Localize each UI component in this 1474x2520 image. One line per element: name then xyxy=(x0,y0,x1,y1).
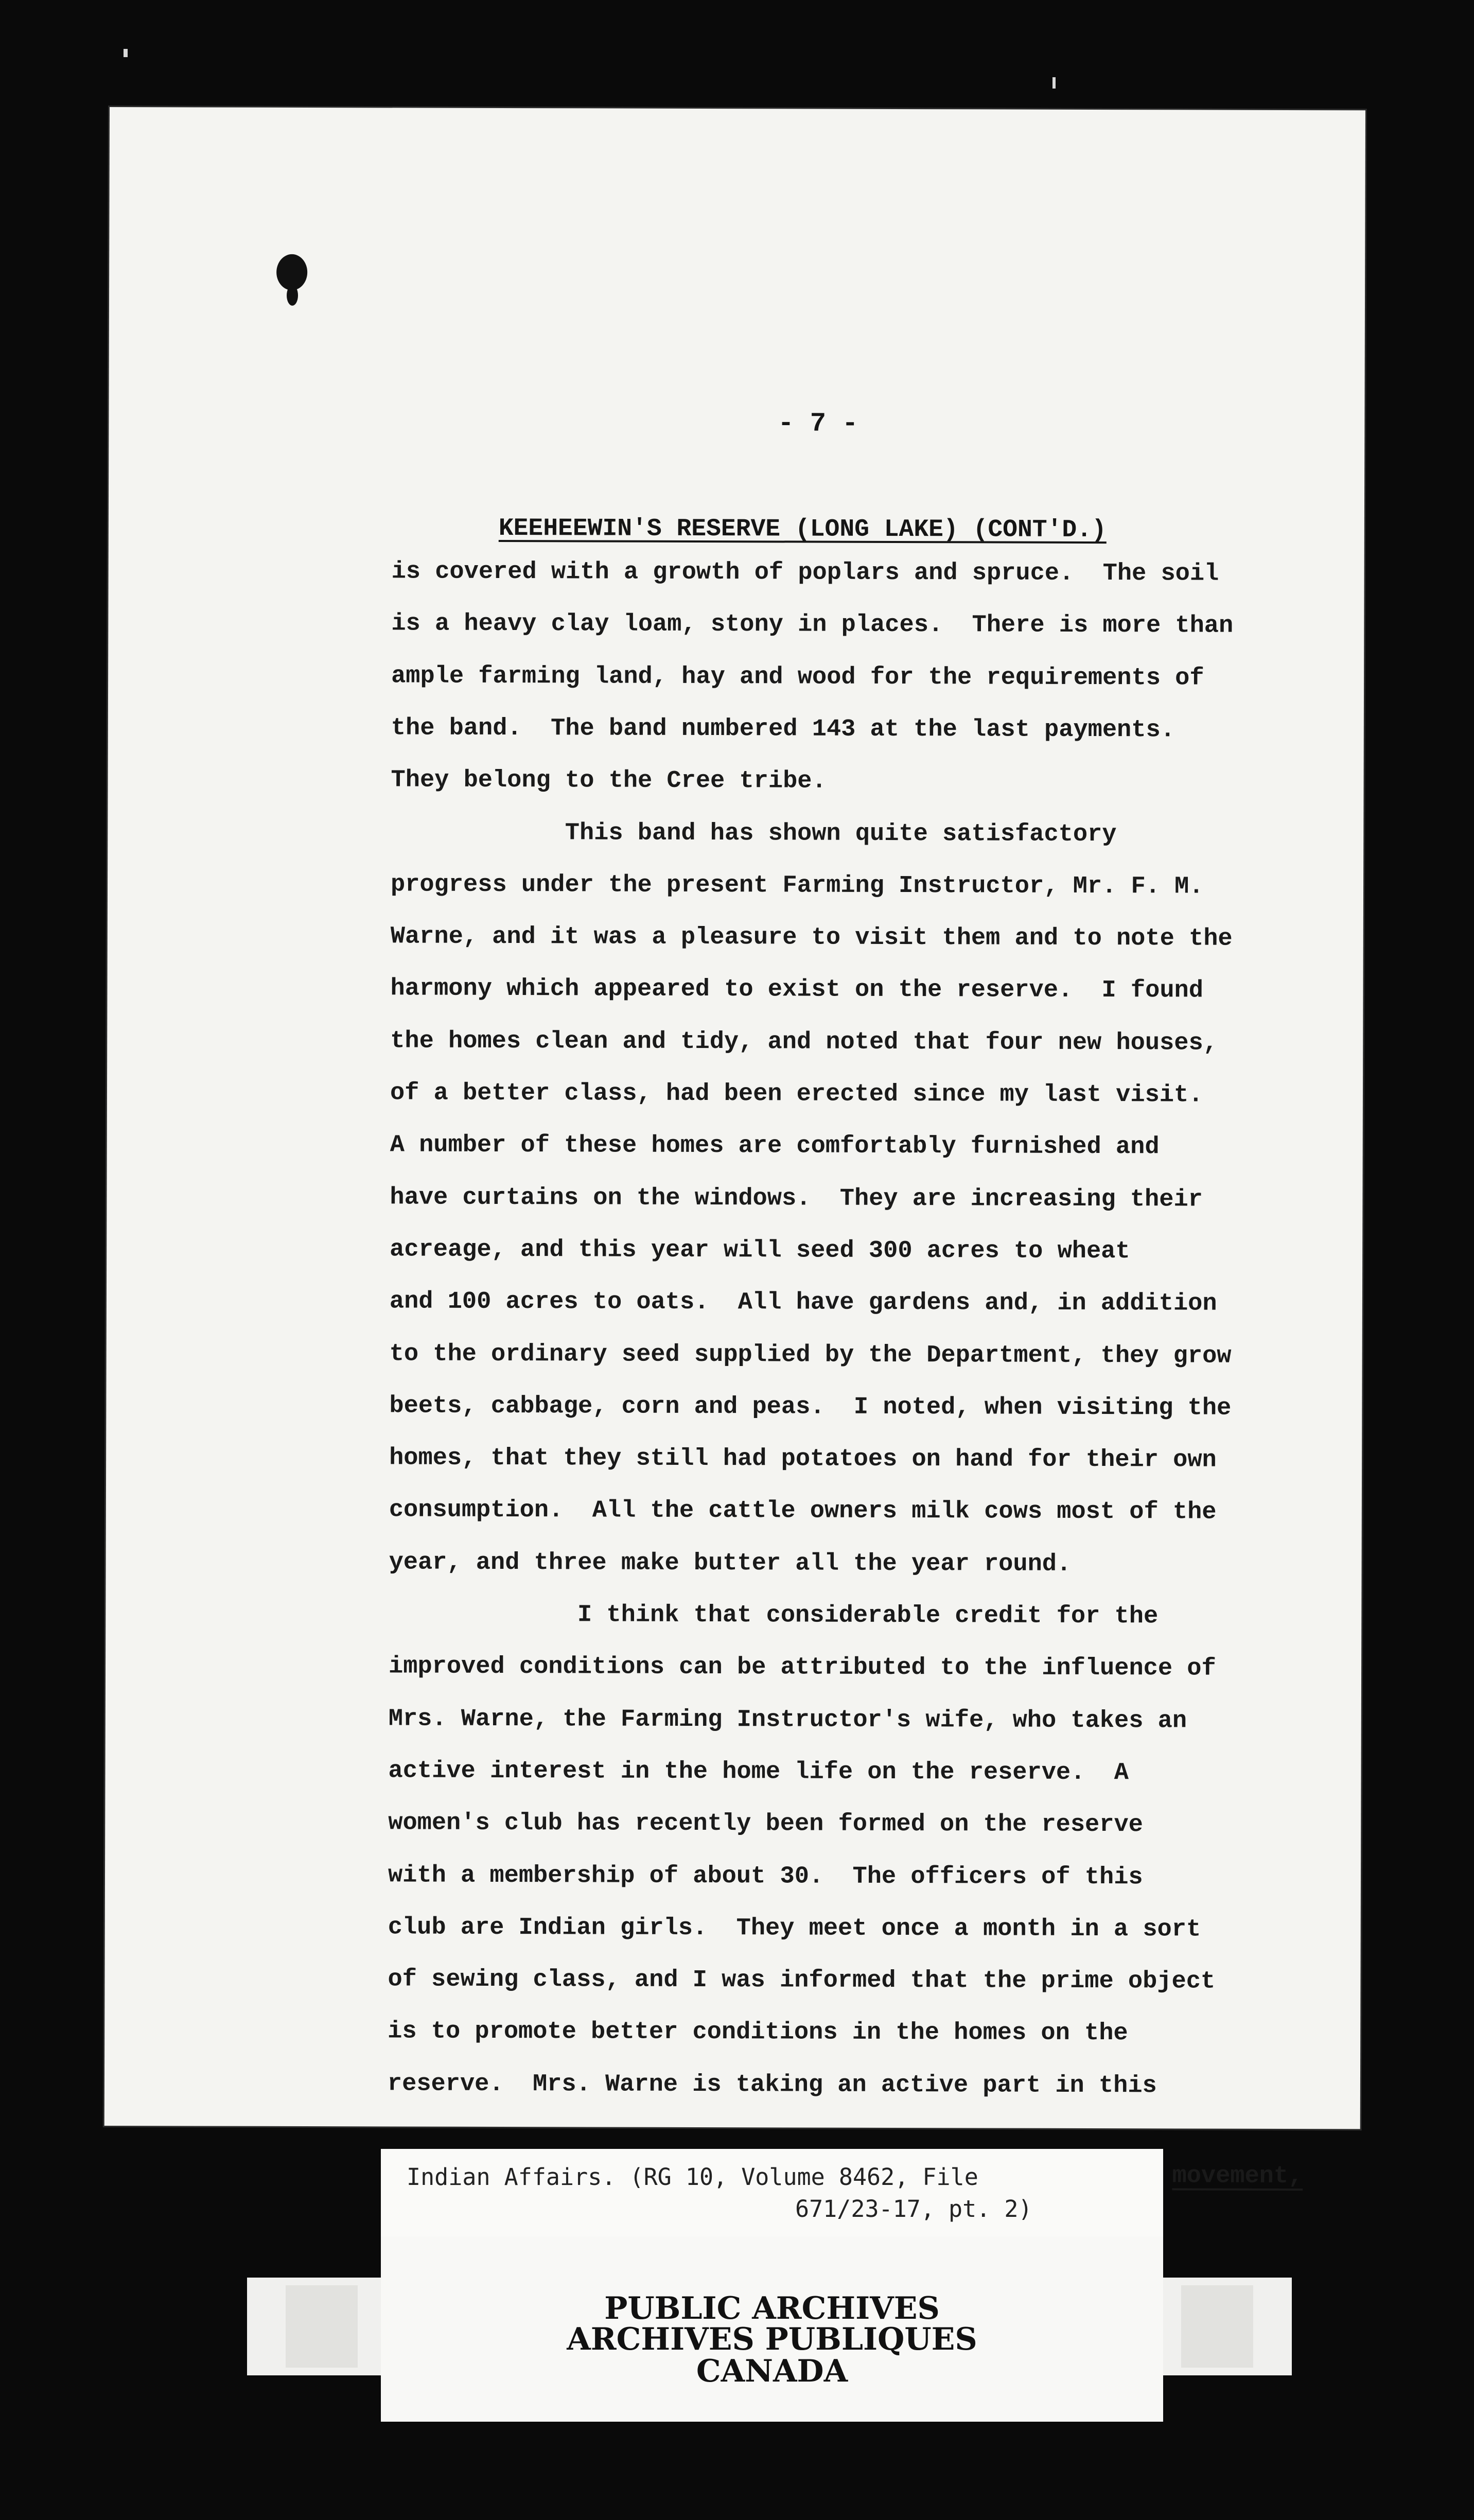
text-line: to the ordinary seed supplied by the Department, they grow xyxy=(389,1340,1232,1370)
text-line: beets, cabbage, corn and peas. I noted, when visiting the xyxy=(389,1392,1232,1422)
archive-label xyxy=(381,2149,1163,2236)
archive-stamp-line-1: PUBLIC ARCHIVES xyxy=(604,2290,940,2326)
text-line: ample farming land, hay and wood for the requirements of xyxy=(391,662,1204,692)
text-line: of sewing class, and I was informed that the prime object xyxy=(388,1966,1216,1996)
text-line: Warne, and it was a pleasure to visit them and to note the xyxy=(390,923,1233,953)
text-line: consumption. All the cattle owners milk cows most of the xyxy=(389,1496,1217,1527)
text-line: club are Indian girls. They meet once a month in a sort xyxy=(388,1914,1201,1944)
text-line: This band has shown quite satisfactory xyxy=(391,818,1117,848)
continuation-word: movement, xyxy=(1172,2162,1303,2191)
text-line: is covered with a growth of poplars and spruce. The soil xyxy=(391,558,1219,588)
text-line: of a better class, had been erected since my last visit. xyxy=(390,1079,1203,1109)
text-line: homes, that they still had potatoes on hand for their own xyxy=(389,1444,1217,1474)
ink-blot xyxy=(287,285,298,306)
archive-stamp-tab xyxy=(1181,2285,1253,2368)
archive-stamp-tab xyxy=(286,2285,358,2368)
text-line: They belong to the Cree tribe. xyxy=(391,766,827,795)
text-line: I think that considerable credit for the xyxy=(389,1601,1159,1631)
text-line: is to promote better conditions in the homes on the xyxy=(388,2018,1128,2047)
text-line: reserve. Mrs. Warne is taking an active part in this xyxy=(387,2070,1157,2100)
text-line: the homes clean and tidy, and noted that four new houses, xyxy=(390,1027,1218,1057)
archive-label-line-1: Indian Affairs. (RG 10, Volume 8462, File xyxy=(407,2163,978,2191)
text-line: active interest in the home life on the reserve. A xyxy=(388,1757,1129,1787)
archive-stamp xyxy=(381,2236,1163,2422)
archive-stamp-line-3: CANADA xyxy=(696,2353,848,2389)
text-line: acreage, and this year will seed 300 acres to wheat xyxy=(390,1236,1130,1266)
text-line: harmony which appeared to exist on the reserve. I found xyxy=(390,975,1204,1005)
film-scratch xyxy=(1052,77,1056,89)
text-line: year, and three make butter all the year round. xyxy=(389,1549,1072,1578)
section-heading: KEEHEEWIN'S RESERVE (LONG LAKE) (CONT'D.) xyxy=(498,514,1107,545)
text-line: with a membership of about 30. The officers of this xyxy=(388,1861,1143,1891)
archive-stamp-line-2: ARCHIVES PUBLIQUES xyxy=(567,2321,977,2357)
text-line: is a heavy clay loam, stony in places. There is more than xyxy=(391,610,1234,640)
text-line: progress under the present Farming Instructor, Mr. F. M. xyxy=(390,871,1204,901)
archive-label-line-2: 671/23-17, pt. 2) xyxy=(795,2195,1032,2222)
film-scratch xyxy=(124,49,128,57)
text-line: and 100 acres to oats. All have gardens and, in addition xyxy=(389,1288,1217,1318)
text-line: improved conditions can be attributed to the influence of xyxy=(388,1653,1216,1683)
page-number: - 7 - xyxy=(778,408,858,439)
text-line: have curtains on the windows. They are increasing their xyxy=(390,1184,1203,1214)
text-line: Mrs. Warne, the Farming Instructor's wife, who takes an xyxy=(388,1705,1187,1735)
text-line: A number of these homes are comfortably furnished and xyxy=(390,1131,1160,1161)
text-line: the band. The band numbered 143 at the last payments. xyxy=(391,714,1175,744)
text-line: women's club has recently been formed on the reserve xyxy=(388,1809,1143,1839)
